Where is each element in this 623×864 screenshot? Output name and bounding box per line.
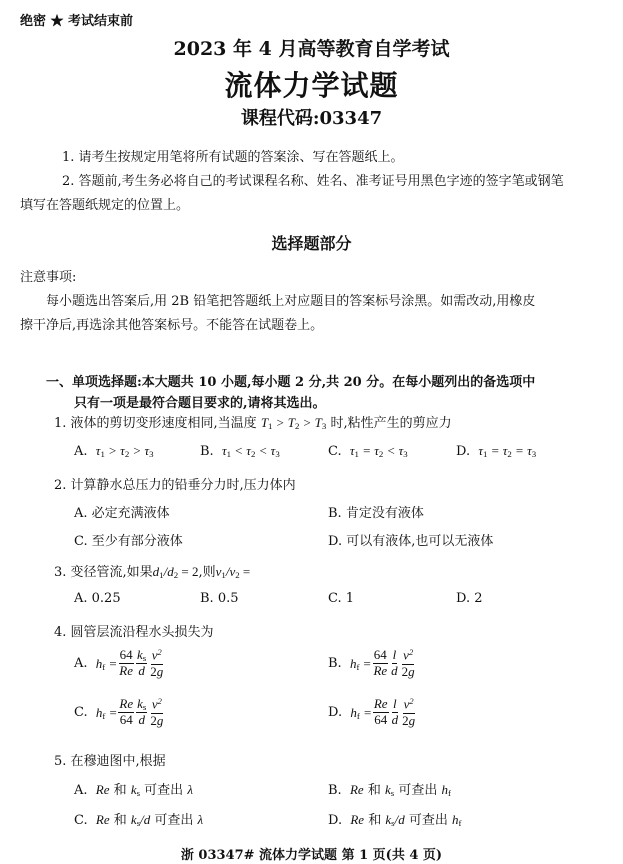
q3-option-a: A. 0.25 xyxy=(74,591,121,606)
q2-stem: 2. 计算静水总压力的铅垂分力时,压力体内 xyxy=(54,478,296,493)
q5-option-a: A. Re 和 $k_s$ 可查出 λ xyxy=(74,782,193,799)
q1-option-a: A. $\tau_1 > \tau_2 > \tau_3$ xyxy=(74,443,154,460)
q1-stem: 1. 液体的剪切变形速度相同,当温度 $T_1 > T_2 > T_3$ 时,粘性产生的剪应力 xyxy=(54,415,452,432)
q3-stem: 3. 变径管流,如果$d_1/d_2 = 2$,则$v_1/v_2$ = xyxy=(54,564,251,581)
page-footer: 浙 03347# 流体力学试题 第 1 页(共 4 页) xyxy=(180,848,443,863)
part1-heading-line1: 一、单项选择题:本大题共 10 小题,每小题 2 分,共 20 分。在每小题列出的备选项中 xyxy=(46,375,536,390)
exam-title: 2023 年 4 月高等教育自学考试 xyxy=(173,38,450,60)
q2-option-b: B. 肯定没有液体 xyxy=(328,506,424,521)
q2-option-a: A. 必定充满液体 xyxy=(74,506,170,521)
q5-option-d: D. Re 和 $k_s/d$ 可查出 $h_f$ xyxy=(328,812,462,829)
q4-stem: 4. 圆管层流沿程水头损失为 xyxy=(54,625,214,640)
instruction-2-line1: 2. 答题前,考生务必将自己的考试课程名称、姓名、准考证号用黑色字迹的签字笔或钢笔 xyxy=(62,174,564,189)
q2-option-c: C. 至少有部分液体 xyxy=(74,534,183,549)
q5-stem: 5. 在穆迪图中,根据 xyxy=(54,754,166,769)
q3-option-b: B. 0.5 xyxy=(200,591,239,606)
q1-temperature-order: $T_1 > T_2 > T_3$ xyxy=(260,415,327,432)
notes-line2: 擦干净后,再选涂其他答案标号。不能答在试题卷上。 xyxy=(20,318,324,333)
q4-option-c: C. $h_f$ = $\frac{Re}{64}$ $\frac{k_s}{d}$ $\frac{v^2}{2g}$ xyxy=(74,696,164,728)
instruction-1: 1. 请考生按规定用笔将所有试题的答案涂、写在答题纸上。 xyxy=(62,150,404,165)
q1-option-d: D. $\tau_1 = \tau_2 = \tau_3$ xyxy=(456,443,537,460)
subject-title: 流体力学试题 xyxy=(224,69,399,102)
section-title: 选择题部分 xyxy=(271,234,352,253)
q3-option-d: D. 2 xyxy=(456,591,483,606)
q1-option-c: C. $\tau_1 = \tau_2 < \tau_3$ xyxy=(328,443,408,460)
q3-velocity-ratio: $v_1/v_2$ = xyxy=(215,564,251,581)
q2-option-d: D. 可以有液体,也可以无液体 xyxy=(328,534,494,549)
q4-option-d: D. $h_f$ = $\frac{Re}{64}$ $\frac{l}{d}$ $\frac{v^2}{2g}$ xyxy=(328,696,416,728)
q3-diameter-ratio: $d_1/d_2 = 2$ xyxy=(152,564,199,581)
q4-option-a: A. $h_f$ = $\frac{64}{Re}$ $\frac{k_s}{d}$ $\frac{v^2}{2g}$ xyxy=(74,647,164,679)
notes-line1: 每小题选出答案后,用 2B 铅笔把答题纸上对应题目的答案标号涂黑。如需改动,用橡皮 xyxy=(46,294,536,309)
q3-option-c: C. 1 xyxy=(328,591,355,606)
q5-option-b: B. Re 和 $k_s$ 可查出 $h_f$ xyxy=(328,782,451,799)
q5-option-c: C. Re 和 $k_s/d$ 可查出 λ xyxy=(74,812,204,829)
secret-label: 绝密 ★ 考试结束前 xyxy=(20,14,134,29)
course-code: 课程代码:03347 xyxy=(240,108,383,129)
instruction-2-line2: 填写在答题纸规定的位置上。 xyxy=(20,198,190,213)
q1-option-b: B. $\tau_1 < \tau_2 < \tau_3$ xyxy=(200,443,280,460)
notes-label: 注意事项: xyxy=(20,270,77,285)
q4-option-b: B. $h_f$ = $\frac{64}{Re}$ $\frac{l}{d}$ $\frac{v^2}{2g}$ xyxy=(328,647,415,679)
part1-heading-line2: 只有一项是最符合题目要求的,请将其选出。 xyxy=(74,396,326,411)
